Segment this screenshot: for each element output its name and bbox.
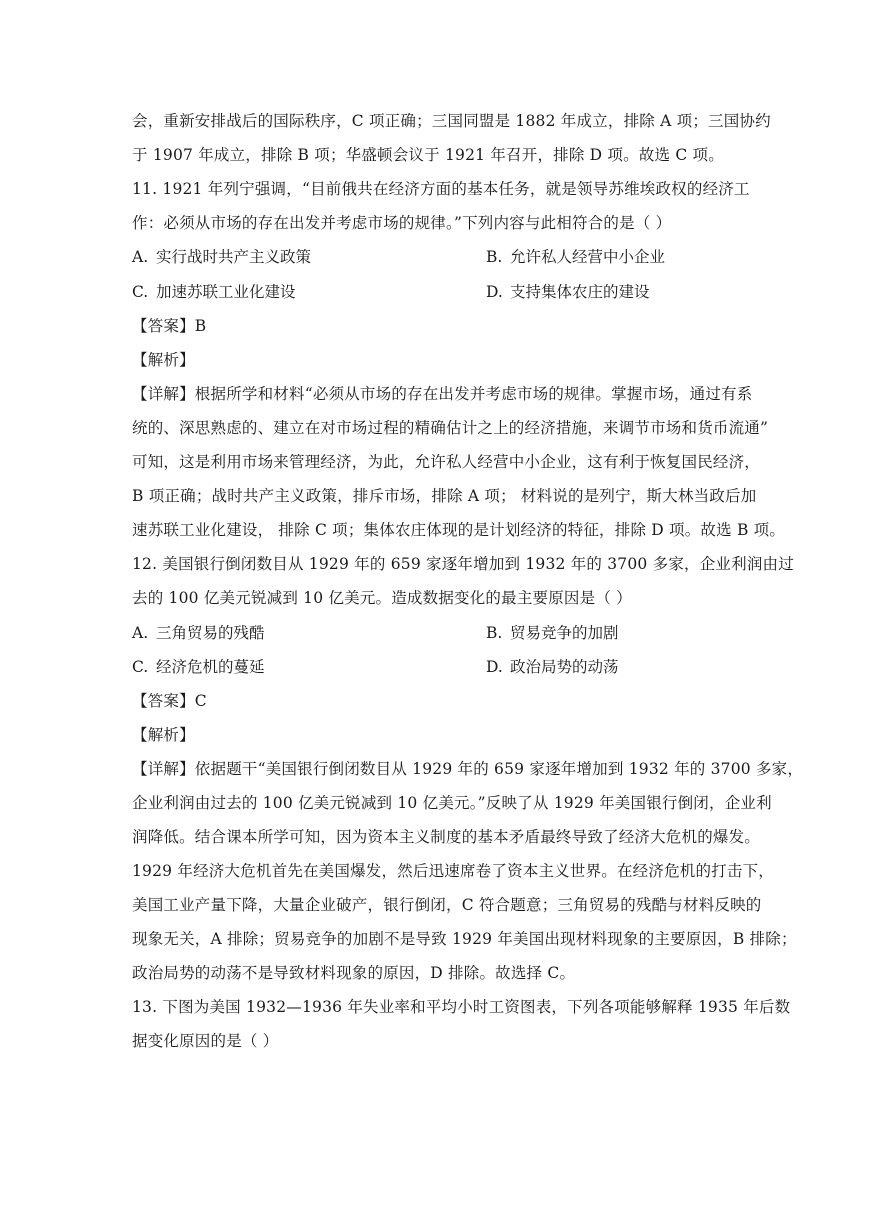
q13-stem-line-1: 13. 下图为美国 1932—1936 年失业率和平均小时工资图表，下列各项能够解释 1935 年后数 — [132, 998, 791, 1016]
q11-option-b-letter: B. — [486, 248, 503, 266]
q12-detail-line-4: 1929 年经济大危机首先在美国爆发，然后迅速席卷了资本主义世界。在经济危机的打击下， — [132, 862, 774, 880]
q11-option-d-letter: D. — [486, 283, 503, 301]
q11-option-d-text: 支持集体农庄的建设 — [510, 283, 650, 301]
q11-stem-line-1: 11. 1921 年列宁强调，“目前俄共在经济方面的基本任务，就是领导苏维埃政权的经济工 — [132, 180, 750, 198]
q11-stem-line-2: 作：必须从市场的存在出发并考虑市场的规律。”下列内容与此相符合的是（ ） — [132, 214, 672, 232]
q11-detail-line-4: B 项正确；战时共产主义政策，排斥市场，排除 A 项； 材料说的是列宁，斯大林当政后加 — [132, 487, 757, 505]
q11-option-c — [132, 281, 296, 303]
q11-option-b-text: 允许私人经营中小企业 — [510, 248, 666, 266]
q11-option-d — [486, 281, 650, 303]
q11-answer: 【答案】B — [132, 317, 207, 335]
q11-option-b — [486, 246, 665, 268]
q11-detail-line-2: 统的、深思熟虑的、建立在对市场过程的精确估计之上的经济措施，来调节市场和货币流通” — [132, 419, 769, 437]
q12-option-b — [486, 622, 619, 644]
q11-analysis-heading: 【解析】 — [132, 351, 195, 369]
continuation-line-2: 于 1907 年成立，排除 B 项；华盛顿会议于 1921 年召开，排除 D 项。故选 C 项。 — [132, 146, 724, 164]
q12-analysis-heading: 【解析】 — [132, 726, 195, 744]
q12-answer: 【答案】C — [132, 692, 207, 710]
q11-option-a — [132, 246, 311, 268]
q12-stem-line-2: 去的 100 亿美元锐减到 10 亿美元。造成数据变化的最主要原因是（ ） — [132, 589, 632, 607]
q12-option-d-letter: D. — [486, 658, 503, 676]
q12-option-b-letter: B. — [486, 624, 503, 642]
q12-detail-line-5: 美国工业产量下降，大量企业破产，银行倒闭，C 符合题意；三角贸易的残酷与材料反映的 — [132, 896, 762, 914]
q12-detail-line-6: 现象无关，A 排除；贸易竞争的加剧不是导致 1929 年美国出现材料现象的主要原因，B 排除； — [132, 930, 797, 948]
q11-detail-line-5: 速苏联工业化建设， 排除 C 项；集体农庄体现的是计划经济的特征，排除 D 项。故选 B 项。 — [132, 521, 786, 539]
q12-detail-line-7: 政治局势的动荡不是导致材料现象的原因，D 排除。故选择 C。 — [132, 964, 576, 982]
q11-option-c-letter: C. — [132, 283, 149, 301]
q12-option-d — [486, 656, 619, 678]
continuation-line-1: 会，重新安排战后的国际秩序，C 项正确；三国同盟是 1882 年成立，排除 A 项；三国协约 — [132, 112, 771, 130]
q12-option-c-letter: C. — [132, 658, 149, 676]
q12-option-a-text: 三角贸易的残酷 — [156, 624, 265, 642]
q11-detail-line-1: 【详解】根据所学和材料“必须从市场的存在出发并考虑市场的规律。掌握市场，通过有系 — [132, 385, 753, 403]
q12-option-a — [132, 622, 265, 644]
q12-option-c-text: 经济危机的蔓延 — [156, 658, 265, 676]
q12-option-b-text: 贸易竞争的加剧 — [510, 624, 619, 642]
q11-option-c-text: 加速苏联工业化建设 — [156, 283, 296, 301]
q12-detail-line-1: 【详解】依据题干“美国银行倒闭数目从 1929 年的 659 家逐年增加到 1932 年的 3700 多家， — [132, 760, 804, 778]
q12-option-d-text: 政治局势的动荡 — [510, 658, 619, 676]
q12-detail-line-3: 润降低。结合课本所学可知，因为资本主义制度的基本矛盾最终导致了经济大危机的爆发。 — [132, 828, 761, 846]
q11-option-a-letter: A. — [132, 248, 149, 266]
q11-option-a-text: 实行战时共产主义政策 — [156, 248, 312, 266]
q12-detail-line-2: 企业利润由过去的 100 亿美元锐减到 10 亿美元。”反映了从 1929 年美国银行倒闭，企业利 — [132, 794, 772, 812]
q12-stem-line-1: 12. 美国银行倒闭数目从 1929 年的 659 家逐年增加到 1932 年的 3700 多家，企业利润由过 — [132, 555, 794, 573]
q13-stem-line-2: 据变化原因的是（ ） — [132, 1032, 279, 1050]
q11-detail-line-3: 可知，这是利用市场来管理经济，为此，允许私人经营中小企业，这有利于恢复国民经济， — [132, 453, 761, 471]
q12-option-a-letter: A. — [132, 624, 149, 642]
q12-option-c — [132, 656, 265, 678]
